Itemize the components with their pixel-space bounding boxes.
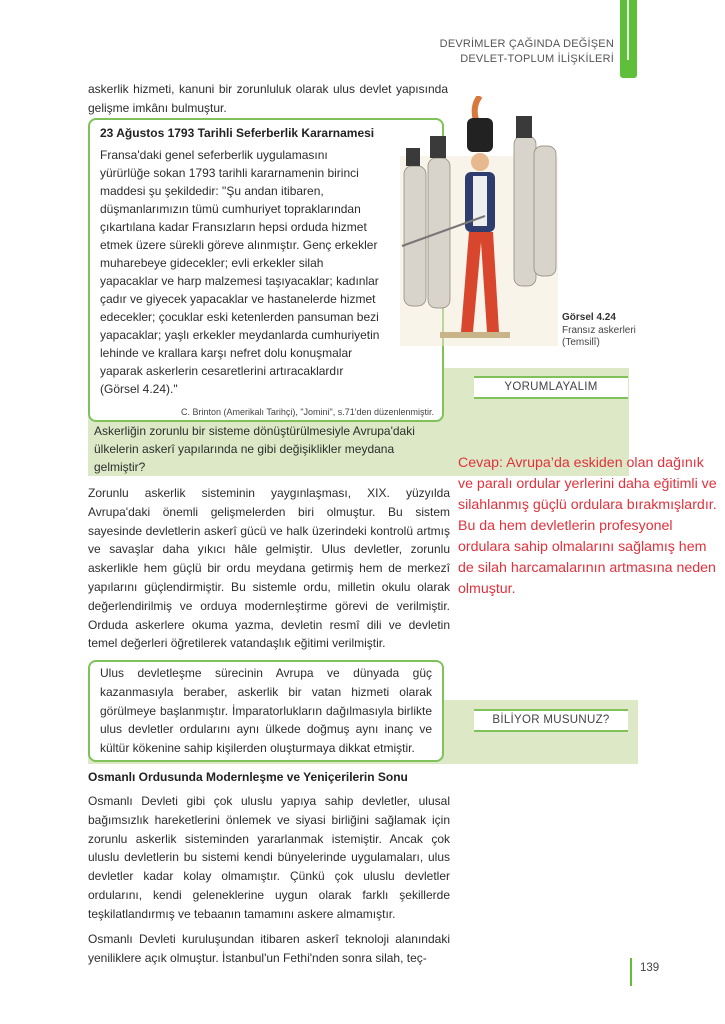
source-citation: C. Brinton (Amerikalı Tarihçi), "Jomini", s.71'den düzenlenmiştir.	[180, 407, 434, 417]
soldiers-illustration	[400, 96, 558, 346]
comment-label: YORUMLAYALIM	[474, 376, 628, 399]
page-number-rule	[630, 958, 632, 986]
info-label: BİLİYOR MUSUNUZ?	[474, 709, 628, 732]
info-body: Ulus devletleşme sürecinin Avrupa ve dünyada güç kazanmasıyla beraber, askerlik bir vatan hizmeti olarak görülmeye başlanmıştır. İmparatorlukların dağılmasıyla birlikte ulus devletler ordularını aynı ülkede doğmuş aynı inanç ve kültür kökenine sahip kişilerden oluşturmaya dikkat etmiştir.	[100, 666, 432, 756]
info-box	[88, 660, 444, 762]
section-heading: Osmanlı Ordusunda Modernleşme ve Yeniçerilerin Sonu	[88, 770, 408, 784]
figure-caption: Görsel 4.24 Fransız askerleri (Temsilî)	[562, 312, 636, 348]
source-body: Fransa'daki genel seferberlik uygulamasını yürürlüğe sokan 1793 tarihli kararnamenin birinci maddesi şu şekildedir: "Şu andan itibaren, düşmanlarımızın tümü cumhuriyet topraklarından çıkartılana kadar Fransızların hepsi orduda hizmet etmek üzere sürekli göreve alınmıştır. Genç erkekler muharebeye gidecekler; evli erkekler silah yapacaklar ve harp malzemesi taşıyacaklar; kadınlar çadır ve giyecek yapacaklar ve hastanelerde hizmet edecekler; çocuklar eski ketenlerden pansuman bezi yapacaklar; yaşlı erkekler meydanlarda cumhuriyetin lehinde ve krallara karşı nefret dolu konuşmalar yaparak askerlerin cesaretlerini artıracaklardır (Görsel 4.24)."	[100, 148, 380, 396]
chapter-tab	[620, 0, 637, 78]
running-header: DEVRİMLER ÇAĞINDA DEĞİŞEN DEVLET-TOPLUM İLİŞKİLERİ	[439, 38, 614, 65]
paragraph-2: Osmanlı Devleti gibi çok uluslu yapıya sahip devletler, ulusal bağımsızlık hareketlerini önlemek ve siyasi birliğini sağlamak için zorunlu askerlik sisteminden yararlanmak istemiştir. Ancak çok uluslu devletlerin bu sistemi kendi bünyelerinde uygulamaları, ulus devletler kadar kolay olmamıştır. Çünkü çok uluslu devletler ordularını, kendi geleneklerine uygun olarak farklı şekillerde teşkilatlandırmış ve tebaanın tamamını askere almamıştır.	[88, 794, 450, 921]
paragraph-1: Zorunlu askerlik sisteminin yaygınlaşması, XIX. yüzyılda Avrupa'daki önemli gelişmelerden biri olmuştur. Bu sistem sayesinde devletlerin askerî gücü ve halk üzerindeki kontrolü artmış ve savaşlar daha yıkıcı hâle gelmiştir. Ulus devletler, zorunlu askerlikle hem güçlü bir ordu meydana getirmiş hem de merkezî yapılarını güçlendirmiştir. Bu sistemle ordu, milletin okulu olarak değerlendirilmiş ve orduya modernleştirme görevi de verilmiştir. Orduda askerlere okuma yazma, devletin resmî dili ve devletin temel değerleri öğretilerek vatandaşlık eğitimi verilmiştir.	[88, 486, 450, 651]
source-box	[88, 118, 444, 422]
intro-text: askerlik hizmeti, kanuni bir zorunluluk olarak ulus devlet yapısında gelişme imkânı bulmuştur.	[88, 82, 448, 115]
source-title: 23 Ağustos 1793 Tarihli Seferberlik Kararnamesi	[100, 126, 375, 140]
handwritten-answer: Cevap: Avrupa’da eskiden olan dağınık ve paralı ordular yerlerini daha eğitimli ve silahlanmış güçlü ordulara bırakmışlardır. Bu da hem devletlerin profesyonel ordulara sahip olmalarını sağlamış hem de silah harcamalarının artmasına neden olmuştur.	[458, 455, 717, 597]
page-number: 139	[640, 962, 660, 974]
paragraph-3: Osmanlı Devleti kuruluşundan itibaren askerî teknoloji alanındaki yeniliklere açık olmuştur. İstanbul'un Fethi'nden sonra silah, teç-	[88, 932, 450, 965]
comment-question: Askerliğin zorunlu bir sisteme dönüştürülmesiyle Avrupa'daki ülkelerin askerî yapılarında ne gibi değişiklikler meydana gelmiştir?	[94, 424, 415, 474]
